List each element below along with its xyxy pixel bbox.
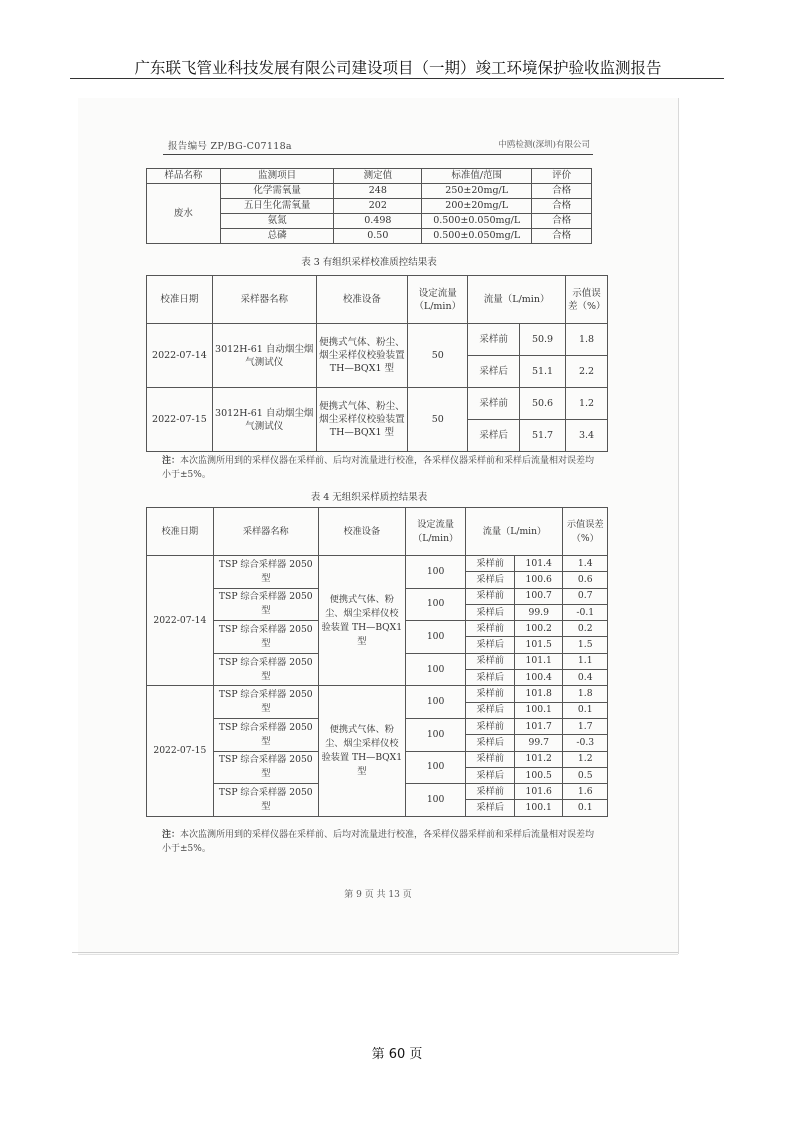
- date-cell: 2022-07-14: [147, 324, 213, 388]
- device-cell: 便携式气体、粉尘、烟尘采样仪校验装置 TH—BQX1 型: [316, 388, 408, 452]
- set-flow-cell: 50: [408, 324, 468, 388]
- organized-sampling-qc-table: [146, 275, 608, 452]
- device-cell: 便携式气体、粉尘、烟尘采样仪校验装置 TH—BQX1 型: [318, 556, 405, 686]
- error-cell: 1.1: [563, 653, 608, 669]
- error-cell: 0.6: [563, 572, 608, 588]
- header-divider: [70, 78, 724, 79]
- table-cell: 0.50: [334, 229, 422, 244]
- set-flow-cell: 100: [405, 556, 466, 589]
- flow-cell: 100.1: [514, 800, 563, 816]
- header-cell: 监测项目: [220, 169, 334, 184]
- phase-cell: 采样前: [468, 388, 520, 420]
- device-cell: 便携式气体、粉尘、烟尘采样仪校验装置 TH—BQX1 型: [316, 324, 408, 388]
- table-row: [147, 556, 608, 572]
- company-name: 中鸥检测(深圳)有限公司: [498, 140, 590, 150]
- sampler-cell: TSP 综合采样器 2050 型: [213, 588, 318, 621]
- flow-cell: 100.7: [514, 588, 563, 604]
- scanned-page-edge: [72, 952, 678, 953]
- table-cell: 合格: [532, 199, 592, 214]
- error-cell: 1.8: [563, 686, 608, 702]
- table-row: [147, 388, 608, 420]
- set-flow-cell: 50: [408, 388, 468, 452]
- phase-cell: 采样前: [466, 556, 515, 572]
- header-cell: 测定值: [334, 169, 422, 184]
- set-flow-cell: 100: [405, 588, 466, 621]
- phase-cell: 采样后: [466, 800, 515, 816]
- sampler-cell: TSP 综合采样器 2050 型: [213, 751, 318, 784]
- error-cell: 0.4: [563, 670, 608, 686]
- note-label: 注：: [162, 830, 181, 840]
- phase-cell: 采样前: [468, 324, 520, 356]
- table-cell: 0.498: [334, 214, 422, 229]
- header-cell: 示值误差（%）: [566, 276, 608, 324]
- table-cell: 200±20mg/L: [422, 199, 532, 214]
- error-cell: 2.2: [566, 356, 608, 388]
- header-cell: 采样器名称: [212, 276, 316, 324]
- table-cell: 总磷: [220, 229, 334, 244]
- table-row: [147, 184, 592, 199]
- flow-cell: 101.1: [514, 653, 563, 669]
- phase-cell: 采样前: [466, 751, 515, 767]
- flow-cell: 50.6: [520, 388, 566, 420]
- flow-cell: 100.1: [514, 702, 563, 718]
- page-number: 第 60 页: [371, 1047, 423, 1062]
- table-row: [147, 324, 608, 356]
- flow-cell: 101.5: [514, 637, 563, 653]
- table-cell: 氨氮: [220, 214, 334, 229]
- error-cell: 1.2: [563, 751, 608, 767]
- phase-cell: 采样后: [466, 572, 515, 588]
- table4-note: [162, 828, 596, 856]
- table-cell: 合格: [532, 184, 592, 199]
- flow-cell: 100.6: [514, 572, 563, 588]
- sampler-cell: 3012H-61 自动烟尘烟气测试仪: [212, 324, 316, 388]
- header-cell: 设定流量（L/min）: [405, 508, 466, 556]
- table-header-row: [147, 169, 592, 184]
- table-cell: 202: [334, 199, 422, 214]
- table3-caption: 表 3 有组织采样校准质控结果表: [301, 257, 437, 268]
- error-cell: 1.2: [566, 388, 608, 420]
- set-flow-cell: 100: [405, 686, 466, 719]
- set-flow-cell: 100: [405, 751, 466, 784]
- phase-cell: 采样前: [466, 686, 515, 702]
- error-cell: -0.3: [563, 735, 608, 751]
- phase-cell: 采样后: [466, 604, 515, 620]
- set-flow-cell: 100: [405, 784, 466, 817]
- header-cell: 设定流量（L/min）: [408, 276, 468, 324]
- scan-header-rule: [163, 154, 593, 155]
- sampler-cell: TSP 综合采样器 2050 型: [213, 621, 318, 654]
- flow-cell: 50.9: [520, 324, 566, 356]
- set-flow-cell: 100: [405, 621, 466, 654]
- sampler-cell: TSP 综合采样器 2050 型: [213, 686, 318, 719]
- error-cell: 0.7: [563, 588, 608, 604]
- document-header-title: 广东联飞管业科技发展有限公司建设项目（一期）竣工环境保护验收监测报告: [134, 59, 662, 77]
- error-cell: 1.6: [563, 784, 608, 800]
- table-cell: 0.500±0.050mg/L: [422, 229, 532, 244]
- sample-name-cell: 废水: [147, 184, 221, 244]
- sampler-cell: TSP 综合采样器 2050 型: [213, 556, 318, 589]
- phase-cell: 采样后: [466, 735, 515, 751]
- phase-cell: 采样前: [466, 653, 515, 669]
- phase-cell: 采样后: [468, 420, 520, 452]
- error-cell: 0.5: [563, 767, 608, 783]
- set-flow-cell: 100: [405, 653, 466, 686]
- header-cell: 校准日期: [147, 508, 214, 556]
- header-cell: 校准设备: [316, 276, 408, 324]
- table-cell: 五日生化需氧量: [220, 199, 334, 214]
- error-cell: 0.1: [563, 702, 608, 718]
- table-row: [147, 686, 608, 702]
- header-cell: 采样器名称: [213, 508, 318, 556]
- unorganized-sampling-qc-table: [146, 507, 608, 817]
- table-cell: 合格: [532, 229, 592, 244]
- flow-cell: 100.5: [514, 767, 563, 783]
- header-cell: 校准日期: [147, 276, 213, 324]
- header-cell: 样品名称: [147, 169, 221, 184]
- note-label: 注：: [162, 456, 181, 466]
- phase-cell: 采样后: [466, 702, 515, 718]
- sampler-cell: TSP 综合采样器 2050 型: [213, 653, 318, 686]
- header-cell: 校准设备: [318, 508, 405, 556]
- date-cell: 2022-07-15: [147, 388, 213, 452]
- note-text: 本次监测所用到的采样仪器在采样前、后均对流量进行校准，各采样仪器采样前和采样后流量相对误差均小于±5%。: [162, 830, 595, 854]
- table3-note: [162, 454, 596, 482]
- water-monitoring-table: [146, 168, 592, 244]
- table-cell: 0.500±0.050mg/L: [422, 214, 532, 229]
- flow-cell: 99.9: [514, 604, 563, 620]
- header-cell: 流量（L/min）: [468, 276, 566, 324]
- flow-cell: 100.2: [514, 621, 563, 637]
- table4-caption: 表 4 无组织采样质控结果表: [310, 492, 428, 503]
- phase-cell: 采样前: [466, 588, 515, 604]
- header-cell: 评价: [532, 169, 592, 184]
- phase-cell: 采样前: [466, 784, 515, 800]
- flow-cell: 101.6: [514, 784, 563, 800]
- device-cell: 便携式气体、粉尘、烟尘采样仪校验装置 TH—BQX1 型: [318, 686, 405, 816]
- date-cell: 2022-07-14: [147, 556, 214, 686]
- flow-cell: 101.7: [514, 718, 563, 734]
- error-cell: 1.4: [563, 556, 608, 572]
- table-cell: 合格: [532, 214, 592, 229]
- set-flow-cell: 100: [405, 718, 466, 751]
- sampler-cell: 3012H-61 自动烟尘烟气测试仪: [212, 388, 316, 452]
- table-header-row: [147, 276, 608, 324]
- flow-cell: 99.7: [514, 735, 563, 751]
- flow-cell: 101.4: [514, 556, 563, 572]
- flow-cell: 101.8: [514, 686, 563, 702]
- table-cell: 250±20mg/L: [422, 184, 532, 199]
- error-cell: 1.8: [566, 324, 608, 356]
- phase-cell: 采样前: [466, 718, 515, 734]
- phase-cell: 采样前: [466, 621, 515, 637]
- flow-cell: 100.4: [514, 670, 563, 686]
- error-cell: 1.7: [563, 718, 608, 734]
- header-cell: 示值误差（%）: [563, 508, 608, 556]
- flow-cell: 51.7: [520, 420, 566, 452]
- phase-cell: 采样后: [466, 670, 515, 686]
- error-cell: 0.2: [563, 621, 608, 637]
- table-cell: 化学需氧量: [220, 184, 334, 199]
- table-cell: 248: [334, 184, 422, 199]
- report-number: 报告编号 ZP/BG-C07118a: [168, 141, 292, 152]
- table-header-row: [147, 508, 608, 556]
- note-text: 本次监测所用到的采样仪器在采样前、后均对流量进行校准，各采样仪器采样前和采样后流量相对误差均小于±5%。: [162, 456, 595, 480]
- scan-page-number: 第 9 页 共 13 页: [344, 890, 412, 900]
- flow-cell: 51.1: [520, 356, 566, 388]
- sampler-cell: TSP 综合采样器 2050 型: [213, 784, 318, 817]
- phase-cell: 采样后: [468, 356, 520, 388]
- date-cell: 2022-07-15: [147, 686, 214, 816]
- error-cell: -0.1: [563, 604, 608, 620]
- error-cell: 3.4: [566, 420, 608, 452]
- header-cell: 流量（L/min）: [466, 508, 563, 556]
- error-cell: 1.5: [563, 637, 608, 653]
- phase-cell: 采样后: [466, 767, 515, 783]
- header-cell: 标准值/范围: [422, 169, 532, 184]
- phase-cell: 采样后: [466, 637, 515, 653]
- error-cell: 0.1: [563, 800, 608, 816]
- flow-cell: 101.2: [514, 751, 563, 767]
- sampler-cell: TSP 综合采样器 2050 型: [213, 718, 318, 751]
